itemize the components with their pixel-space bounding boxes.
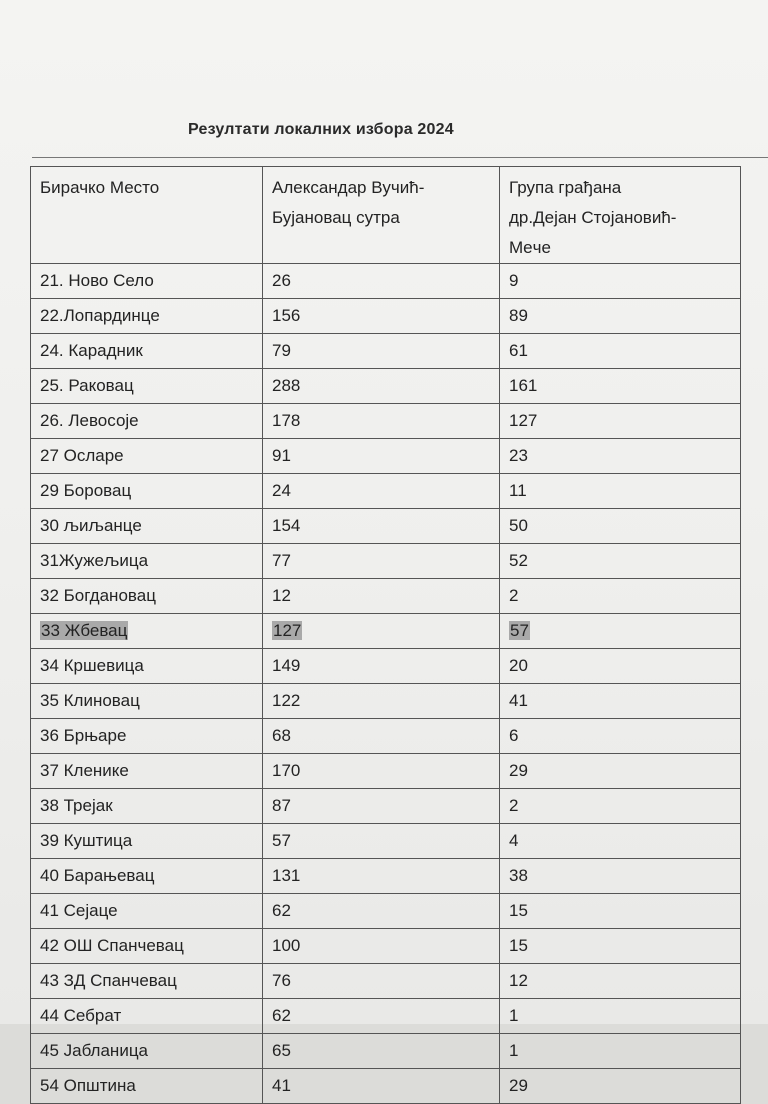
- cell-stojanovic-votes: [500, 964, 741, 999]
- cell-polling-place: [31, 964, 263, 999]
- cell-stojanovic-votes-text: 12: [509, 971, 528, 990]
- cell-vucic-votes-text: 41: [272, 1076, 291, 1095]
- cell-polling-place: [31, 299, 263, 334]
- cell-polling-place: [31, 649, 263, 684]
- table-row: [31, 509, 741, 544]
- cell-stojanovic-votes: [500, 369, 741, 404]
- cell-stojanovic-votes-text: 11: [509, 481, 527, 500]
- cell-polling-place-text: 54 Општина: [40, 1076, 136, 1095]
- header-vucic-list: [263, 167, 500, 264]
- header-polling-place: [31, 167, 263, 264]
- table-row: [31, 579, 741, 614]
- cell-stojanovic-votes: [500, 859, 741, 894]
- cell-vucic-votes: [263, 964, 500, 999]
- cell-polling-place: [31, 614, 263, 649]
- table-row: [31, 1069, 741, 1104]
- header-polling-place-line: Бирачко Место: [40, 178, 160, 197]
- cell-vucic-votes: [263, 859, 500, 894]
- cell-vucic-votes: [263, 544, 500, 579]
- title-underline: [32, 157, 768, 158]
- cell-stojanovic-votes: [500, 1069, 741, 1104]
- cell-vucic-votes-text: 131: [272, 866, 301, 885]
- table-row: [31, 264, 741, 299]
- cell-stojanovic-votes-text: 29: [509, 1076, 528, 1095]
- cell-stojanovic-votes-text: 29: [509, 761, 528, 780]
- cell-vucic-votes-text: 127: [273, 621, 302, 640]
- table-row: [31, 684, 741, 719]
- cell-vucic-votes: [263, 684, 500, 719]
- table-row: [31, 824, 741, 859]
- cell-polling-place: [31, 824, 263, 859]
- table-row: [31, 369, 741, 404]
- cell-stojanovic-votes-text: 127: [509, 411, 538, 430]
- table-row: [31, 299, 741, 334]
- cell-stojanovic-votes: [500, 334, 741, 369]
- cell-polling-place-text: 29 Боровац: [40, 481, 132, 500]
- table-row: [31, 614, 741, 649]
- cell-polling-place-text: 39 Куштица: [40, 831, 133, 850]
- cell-polling-place-text: 36 Брњаре: [40, 726, 127, 745]
- cell-polling-place-text: 44 Себрат: [40, 1006, 122, 1025]
- cell-vucic-votes-text: 87: [272, 796, 291, 815]
- cell-vucic-votes: [263, 509, 500, 544]
- cell-stojanovic-votes-text: 1: [509, 1006, 519, 1025]
- cell-polling-place-text: 45 Јабланица: [40, 1041, 149, 1060]
- cell-vucic-votes: [263, 824, 500, 859]
- cell-stojanovic-votes-text: 89: [509, 306, 528, 325]
- cell-stojanovic-votes: [500, 649, 741, 684]
- cell-stojanovic-votes: [500, 789, 741, 824]
- cell-vucic-votes: [263, 754, 500, 789]
- cell-stojanovic-votes: [500, 614, 741, 649]
- cell-polling-place: [31, 404, 263, 439]
- cell-vucic-votes: [263, 719, 500, 754]
- cell-stojanovic-votes: [500, 264, 741, 299]
- cell-polling-place: [31, 544, 263, 579]
- cell-stojanovic-votes: [500, 684, 741, 719]
- cell-stojanovic-votes: [500, 544, 741, 579]
- cell-polling-place: [31, 264, 263, 299]
- cell-vucic-votes-text: 156: [272, 306, 301, 325]
- table-row: [31, 894, 741, 929]
- cell-vucic-votes: [263, 334, 500, 369]
- cell-vucic-votes-text: 100: [272, 936, 301, 955]
- cell-polling-place: [31, 1034, 263, 1069]
- cell-vucic-votes-text: 24: [272, 481, 291, 500]
- cell-stojanovic-votes-text: 9: [509, 271, 519, 290]
- cell-stojanovic-votes-text: 61: [509, 341, 528, 360]
- cell-vucic-votes-text: 288: [272, 376, 301, 395]
- cell-stojanovic-votes-text: 161: [509, 376, 538, 395]
- cell-polling-place: [31, 369, 263, 404]
- cell-stojanovic-votes-text: 2: [509, 796, 519, 815]
- cell-vucic-votes-text: 62: [272, 901, 291, 920]
- table-row: [31, 474, 741, 509]
- cell-stojanovic-votes: [500, 999, 741, 1034]
- cell-polling-place: [31, 999, 263, 1034]
- cell-polling-place-text: 24. Карадник: [40, 341, 143, 360]
- cell-polling-place: [31, 439, 263, 474]
- cell-stojanovic-votes-text: 15: [509, 936, 528, 955]
- cell-stojanovic-votes-text: 50: [509, 516, 528, 535]
- cell-polling-place: [31, 474, 263, 509]
- table-row: [31, 999, 741, 1034]
- cell-vucic-votes: [263, 369, 500, 404]
- cell-stojanovic-votes: [500, 754, 741, 789]
- cell-vucic-votes-text: 76: [272, 971, 291, 990]
- table-row: [31, 929, 741, 964]
- cell-vucic-votes: [263, 789, 500, 824]
- cell-vucic-votes-text: 57: [272, 831, 291, 850]
- cell-vucic-votes: [263, 614, 500, 649]
- table-body: [31, 264, 741, 1104]
- cell-vucic-votes: [263, 439, 500, 474]
- table-row: [31, 404, 741, 439]
- table-row: [31, 334, 741, 369]
- cell-polling-place: [31, 894, 263, 929]
- document-title: Резултати локалних избора 2024: [188, 121, 454, 138]
- cell-polling-place-text: 35 Клиновац: [40, 691, 140, 710]
- cell-stojanovic-votes-text: 2: [509, 586, 519, 605]
- cell-stojanovic-votes-text: 4: [509, 831, 519, 850]
- cell-vucic-votes-text: 68: [272, 726, 291, 745]
- cell-vucic-votes: [263, 999, 500, 1034]
- cell-vucic-votes: [263, 404, 500, 439]
- cell-polling-place: [31, 754, 263, 789]
- cell-polling-place: [31, 719, 263, 754]
- table-row: [31, 859, 741, 894]
- cell-polling-place: [31, 684, 263, 719]
- cell-vucic-votes-text: 178: [272, 411, 301, 430]
- cell-stojanovic-votes: [500, 579, 741, 614]
- cell-polling-place: [31, 509, 263, 544]
- cell-polling-place-text: 27 Осларе: [40, 446, 124, 465]
- cell-vucic-votes-text: 170: [272, 761, 301, 780]
- table-row: [31, 789, 741, 824]
- cell-vucic-votes: [263, 1069, 500, 1104]
- cell-polling-place-text: 33 Жбевац: [41, 621, 128, 640]
- cell-vucic-votes: [263, 929, 500, 964]
- cell-vucic-votes: [263, 299, 500, 334]
- cell-vucic-votes-text: 62: [272, 1006, 291, 1025]
- table-row: [31, 719, 741, 754]
- cell-stojanovic-votes: [500, 824, 741, 859]
- header-stojanovic-line-3: Meче: [509, 238, 551, 257]
- cell-stojanovic-votes-text: 15: [509, 901, 528, 920]
- cell-polling-place: [31, 789, 263, 824]
- cell-vucic-votes: [263, 649, 500, 684]
- cell-polling-place: [31, 929, 263, 964]
- table-row: [31, 649, 741, 684]
- cell-stojanovic-votes: [500, 509, 741, 544]
- cell-stojanovic-votes: [500, 719, 741, 754]
- cell-polling-place: [31, 859, 263, 894]
- header-stojanovic-list: [500, 167, 741, 264]
- cell-polling-place-text: 34 Кршевица: [40, 656, 144, 675]
- cell-polling-place-text: 41 Сејаце: [40, 901, 118, 920]
- cell-polling-place-text: 25. Раковац: [40, 376, 134, 395]
- cell-vucic-votes-text: 91: [272, 446, 291, 465]
- cell-polling-place: [31, 579, 263, 614]
- cell-stojanovic-votes-text: 41: [509, 691, 528, 710]
- table-row: [31, 964, 741, 999]
- table-row: [31, 754, 741, 789]
- cell-vucic-votes: [263, 474, 500, 509]
- cell-stojanovic-votes-text: 52: [509, 551, 528, 570]
- cell-polling-place-text: 37 Кленике: [40, 761, 129, 780]
- cell-vucic-votes: [263, 264, 500, 299]
- cell-stojanovic-votes: [500, 894, 741, 929]
- cell-stojanovic-votes: [500, 299, 741, 334]
- cell-stojanovic-votes-text: 57: [510, 621, 529, 640]
- cell-polling-place-text: 31Жужељица: [40, 551, 149, 570]
- cell-stojanovic-votes: [500, 404, 741, 439]
- table-row: [31, 439, 741, 474]
- cell-vucic-votes-text: 79: [272, 341, 291, 360]
- cell-vucic-votes-text: 12: [272, 586, 291, 605]
- header-vucic-line-2: Бујановац сутра: [272, 208, 400, 227]
- cell-stojanovic-votes-text: 23: [509, 446, 528, 465]
- cell-stojanovic-votes: [500, 1034, 741, 1069]
- cell-vucic-votes-text: 122: [272, 691, 301, 710]
- cell-vucic-votes-text: 149: [272, 656, 301, 675]
- cell-vucic-votes: [263, 894, 500, 929]
- cell-polling-place-text: 43 ЗД Спанчевац: [40, 971, 177, 990]
- cell-stojanovic-votes: [500, 439, 741, 474]
- cell-polling-place-text: 22.Лопардинце: [40, 306, 160, 325]
- cell-polling-place-text: 40 Барањевац: [40, 866, 155, 885]
- cell-polling-place-text: 30 љиљанце: [40, 516, 142, 535]
- cell-vucic-votes: [263, 579, 500, 614]
- header-vucic-line-1: Александар Вучић-: [272, 178, 425, 197]
- cell-stojanovic-votes-text: 1: [509, 1041, 519, 1060]
- cell-vucic-votes-text: 77: [272, 551, 291, 570]
- cell-vucic-votes-text: 26: [272, 271, 291, 290]
- results-table: [30, 166, 741, 1104]
- header-stojanovic-line-1: Група грађана: [509, 178, 622, 197]
- cell-stojanovic-votes-text: 6: [509, 726, 519, 745]
- table-header-row: [31, 167, 741, 264]
- table-row: [31, 544, 741, 579]
- cell-stojanovic-votes: [500, 929, 741, 964]
- cell-polling-place: [31, 1069, 263, 1104]
- cell-stojanovic-votes-text: 38: [509, 866, 528, 885]
- cell-polling-place-text: 26. Левосоје: [40, 411, 139, 430]
- cell-polling-place-text: 38 Трејак: [40, 796, 113, 815]
- cell-vucic-votes-text: 154: [272, 516, 301, 535]
- cell-stojanovic-votes-text: 20: [509, 656, 528, 675]
- cell-vucic-votes-text: 65: [272, 1041, 291, 1060]
- cell-vucic-votes: [263, 1034, 500, 1069]
- cell-polling-place: [31, 334, 263, 369]
- table-row: [31, 1034, 741, 1069]
- cell-polling-place-text: 21. Ново Село: [40, 271, 154, 290]
- cell-polling-place-text: 32 Богдановац: [40, 586, 156, 605]
- cell-polling-place-text: 42 ОШ Спанчевац: [40, 936, 184, 955]
- cell-stojanovic-votes: [500, 474, 741, 509]
- header-stojanovic-line-2: др.Дејан Стојановић-: [509, 208, 677, 227]
